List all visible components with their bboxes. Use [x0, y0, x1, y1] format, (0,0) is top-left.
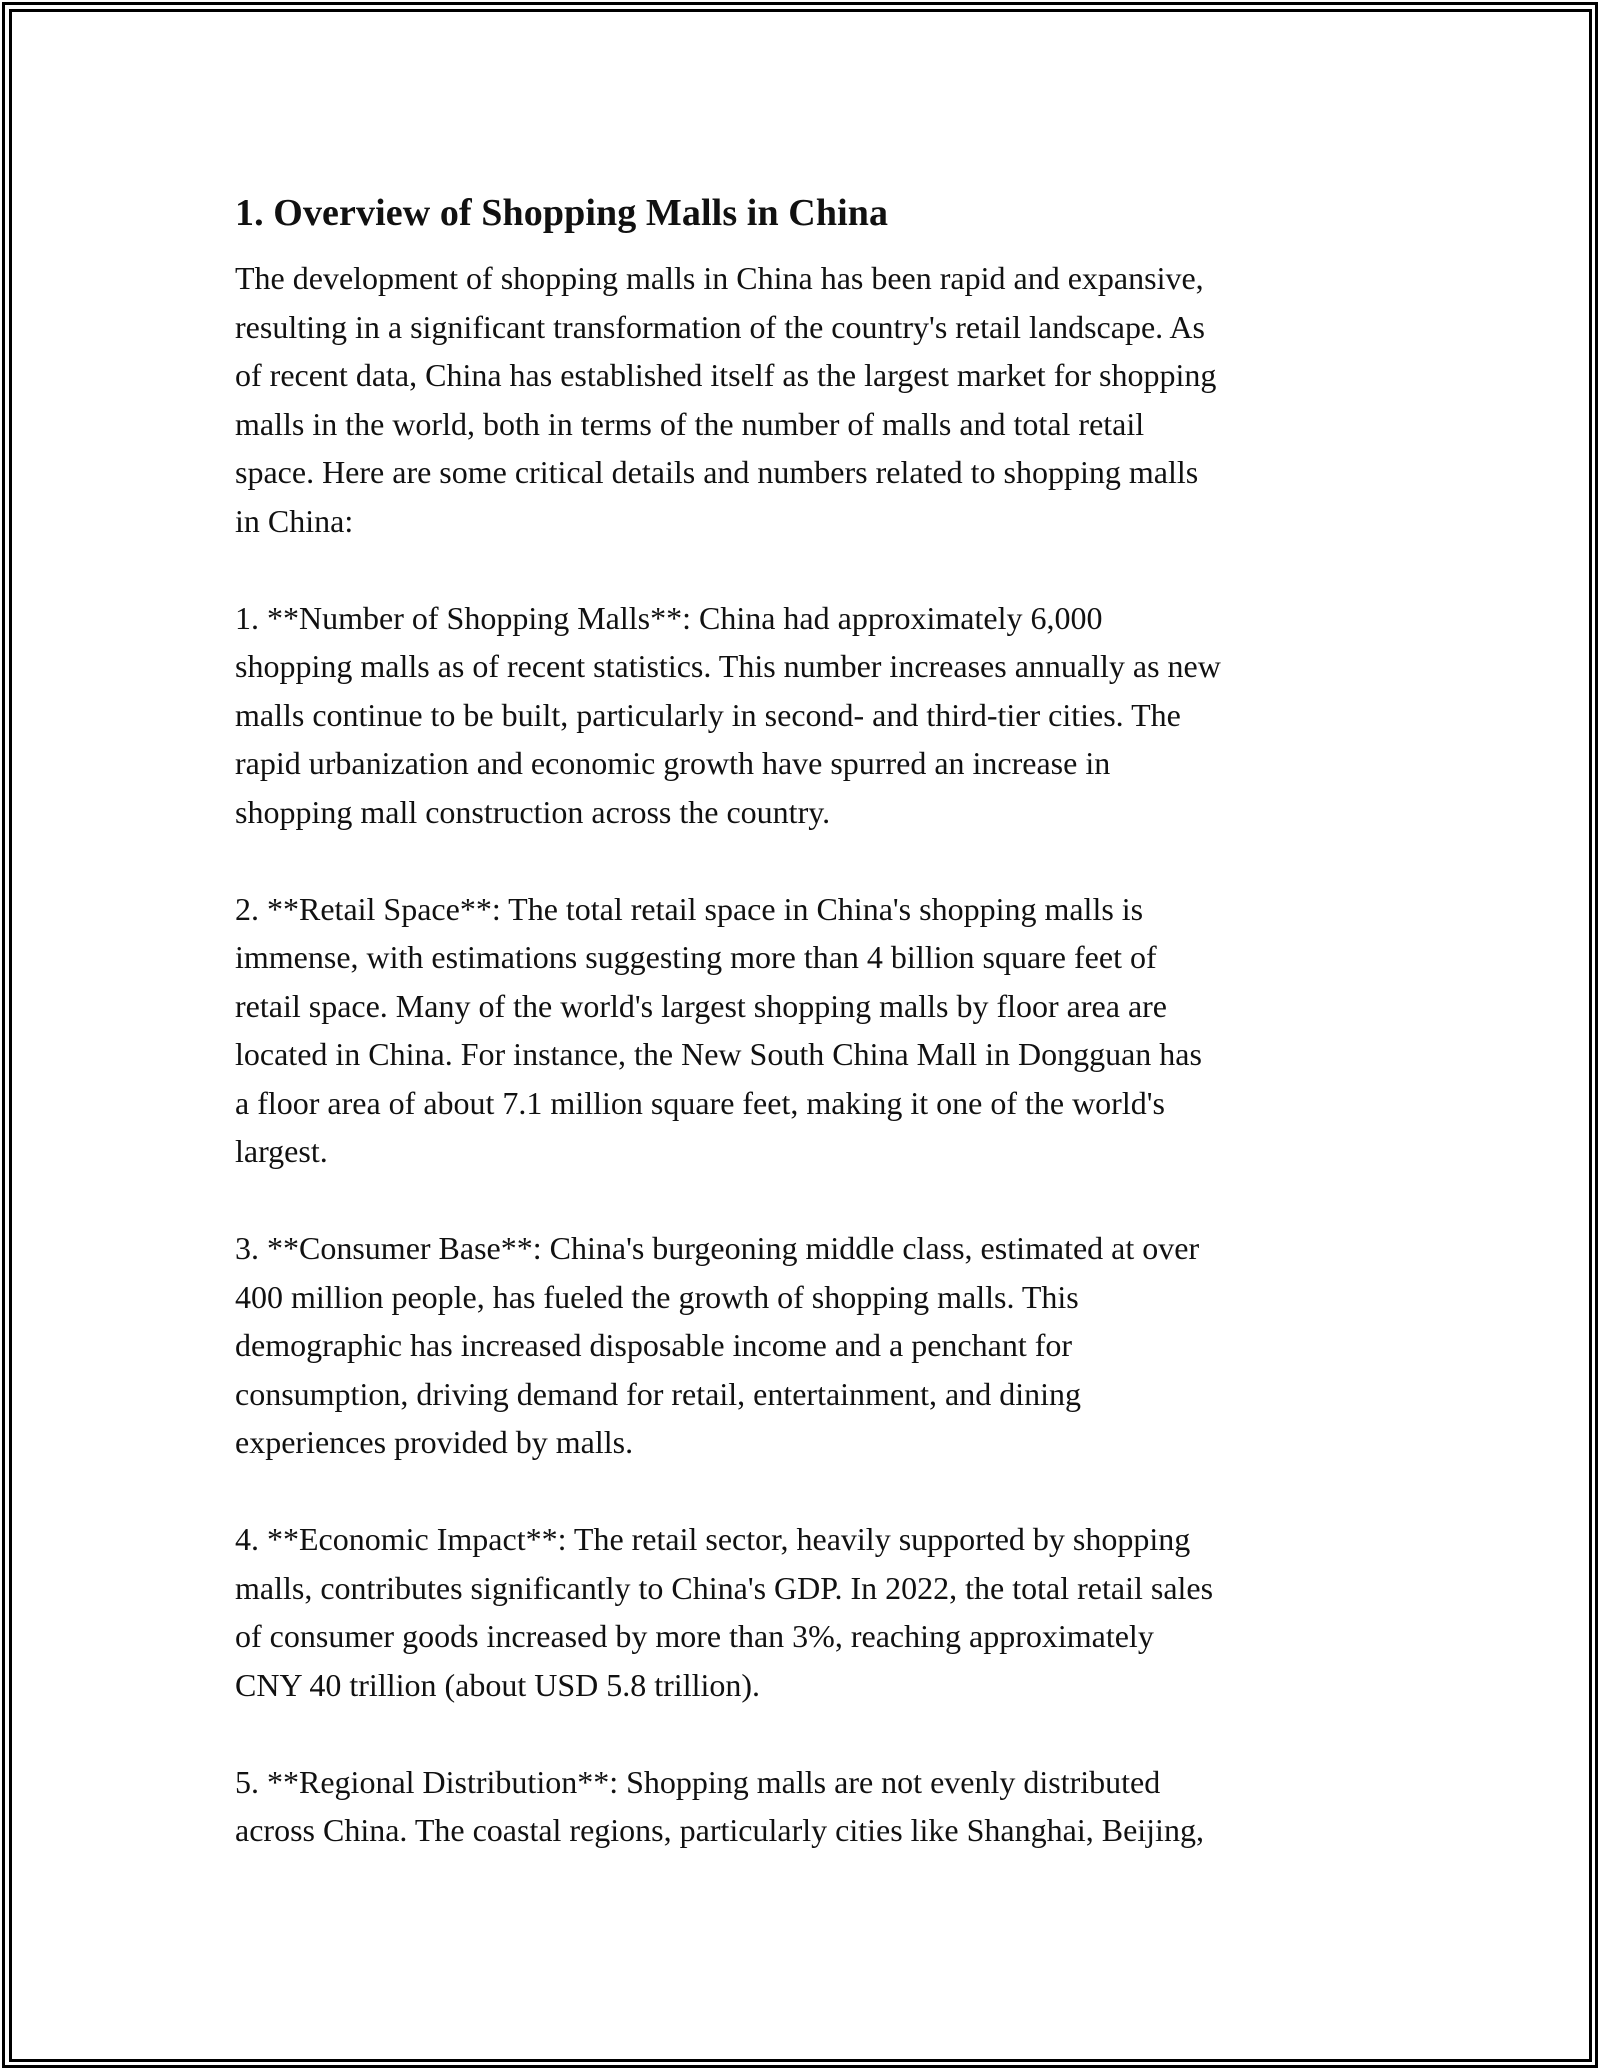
text-line: of recent data, China has established itself as the largest market for shopping — [235, 357, 1217, 393]
text-line: consumption, driving demand for retail, entertainment, and dining — [235, 1375, 1082, 1412]
text-line: 1. **Number of Shopping Malls**: China had approximately 6,000 — [235, 599, 1103, 636]
text-line: 5. **Regional Distribution**: Shopping malls are not evenly distributed — [235, 1763, 1161, 1800]
text-line: 2. **Retail Space**: The total retail space in China's shopping malls is — [235, 890, 1144, 927]
text-line: rapid urbanization and economic growth have spurred an increase in — [235, 745, 1111, 781]
text-line: malls continue to be built, particularly in second- and third-tier cities. The — [235, 696, 1181, 733]
text-line: experiences provided by malls. — [235, 1424, 634, 1460]
text-line: located in China. For instance, the New South China Mall in Dongguan has — [235, 1036, 1202, 1072]
text-line: immense, with estimations suggesting more than 4 billion square feet of — [235, 939, 1157, 975]
text-line: The development of shopping malls in China has been rapid and expansive, — [235, 260, 1204, 296]
text-line: across China. The coastal regions, particularly cities like Shanghai, Beijing, — [235, 1812, 1204, 1848]
section-heading: 1. Overview of Shopping Malls in China — [235, 192, 889, 234]
text-line: space. Here are some critical details and numbers related to shopping malls — [235, 454, 1199, 490]
paragraph-retail-space — [235, 885, 1375, 1176]
text-line: demographic has increased disposable income and a penchant for — [235, 1327, 1073, 1363]
text-line: in China: — [235, 502, 354, 539]
text-line: 3. **Consumer Base**: China's burgeoning middle class, estimated at over — [235, 1230, 1200, 1266]
text-line: largest. — [235, 1133, 328, 1169]
text-line: a floor area of about 7.1 million square feet, making it one of the world's — [235, 1084, 1165, 1121]
text-line: 400 million people, has fueled the growth of shopping malls. This — [235, 1278, 1079, 1315]
document-body — [235, 182, 1375, 1903]
text-line: malls, contributes significantly to China's GDP. In 2022, the total retail sales — [235, 1569, 1214, 1606]
paragraph-economic-impact — [235, 1515, 1375, 1709]
text-line: CNY 40 trillion (about USD 5.8 trillion). — [235, 1666, 761, 1703]
text-line: resulting in a significant transformation of the country's retail landscape. As — [235, 308, 1205, 345]
paragraph-consumer-base — [235, 1224, 1375, 1467]
paragraph-intro — [235, 254, 1375, 545]
text-line: shopping mall construction across the country. — [235, 793, 831, 830]
paragraph-number-of-malls — [235, 594, 1375, 837]
text-line: 4. **Economic Impact**: The retail sector, heavily supported by shopping — [235, 1521, 1191, 1557]
paragraph-regional-distribution — [235, 1758, 1375, 1855]
text-line: shopping malls as of recent statistics. This number increases annually as new — [235, 648, 1221, 684]
text-line: retail space. Many of the world's largest shopping malls by floor area are — [235, 987, 1167, 1024]
text-line: malls in the world, both in terms of the number of malls and total retail — [235, 405, 1145, 442]
text-line: of consumer goods increased by more than 3%, reaching approximately — [235, 1618, 1154, 1654]
